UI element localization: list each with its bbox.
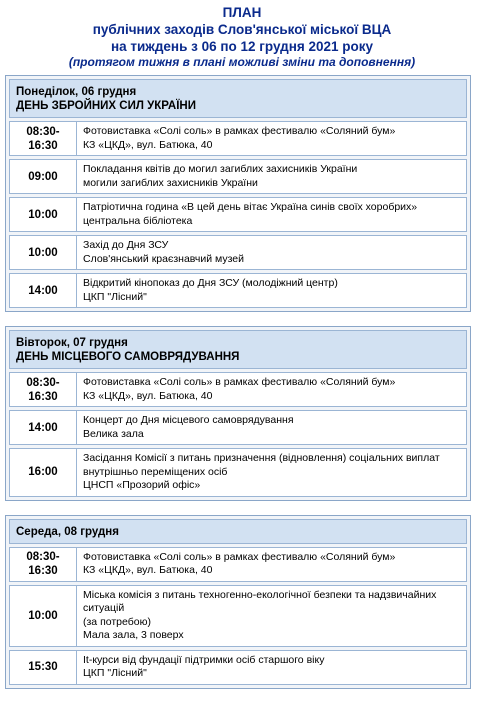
event-time: [10, 160, 77, 193]
event-description: [77, 160, 363, 193]
day-block: [5, 515, 471, 689]
event-description-line: Слов'янський краєзнавчий музей: [83, 252, 244, 265]
event-time-line: 10:00: [28, 609, 58, 622]
event-description: [77, 651, 330, 684]
event-time-line: 16:30: [28, 139, 58, 152]
plan-title: ПЛАН: [222, 5, 262, 20]
event-row: [9, 448, 467, 497]
event-description-line: КЗ «ЦКД», вул. Батюка, 40: [83, 564, 213, 576]
event-description-line: КЗ «ЦКД», вул. Батюка, 40: [83, 389, 213, 402]
day-header: [9, 519, 467, 544]
event-time: [10, 198, 77, 231]
event-description-line: (за потребою): [83, 615, 151, 628]
day-date: Понеділок, 06 грудня: [16, 86, 137, 98]
event-description-line: Мала зала, 3 поверх: [83, 629, 184, 641]
day-title: ДЕНЬ МІСЦЕВОГО САМОВРЯДУВАННЯ: [16, 351, 240, 363]
event-description-line: Фотовиставка «Солі соль» в рамках фестивалю «Соляний бум»: [83, 125, 396, 137]
event-description: [77, 548, 401, 581]
event-description-line: Концерт до Дня місцевого самоврядування: [83, 414, 294, 426]
event-description-line: центральна бібліотека: [83, 214, 193, 227]
event-time: [10, 274, 77, 307]
event-time-line: 08:30-: [26, 551, 60, 563]
event-time: [10, 122, 77, 155]
event-row: [9, 197, 467, 232]
schedule: [5, 75, 471, 703]
event-time-line: 08:30-: [26, 125, 60, 138]
event-description: [77, 411, 300, 444]
event-description-line: Велика зала: [83, 427, 144, 440]
event-description: [77, 198, 423, 231]
event-time-line: 14:00: [28, 284, 58, 297]
day-block: [5, 75, 471, 312]
plan-header: [0, 0, 484, 70]
day-date: Середа, 08 грудня: [16, 525, 119, 538]
event-description: [77, 236, 250, 269]
event-description-line: ЦКП "Лісний": [83, 290, 147, 303]
event-time-line: 10:00: [28, 208, 58, 221]
event-time-line: 08:30-: [26, 376, 60, 389]
event-description-line: внутрішньо переміщених осіб: [83, 465, 228, 478]
event-description-line: Захід до Дня ЗСУ: [83, 239, 169, 251]
day-block: [5, 326, 471, 501]
plan-subtitle: публічних заходів Слов'янської міської ВЦА: [92, 22, 392, 37]
event-description: [77, 449, 446, 496]
event-description-line: Відкритий кінопоказ до Дня ЗСУ (молодіжний центр): [83, 277, 338, 289]
event-description: [77, 373, 401, 406]
event-time-line: 16:00: [28, 466, 58, 479]
event-time-line: 15:30: [28, 661, 58, 673]
day-header: [9, 79, 467, 118]
day-header: [9, 330, 467, 369]
event-row: [9, 410, 467, 445]
event-time-line: 16:30: [28, 390, 58, 403]
day-date: Вівторок, 07 грудня: [16, 337, 128, 349]
event-description-line: It-курси від фундації підтримки осіб старшого віку: [83, 653, 325, 666]
event-time: [10, 586, 77, 646]
event-row: [9, 372, 467, 407]
event-description: [77, 586, 466, 646]
event-description-line: Засідання Комісії з питань призначення (відновлення) соціальних виплат: [83, 452, 440, 464]
event-description-line: Міська комісія з питань техногенно-екологічної безпеки та надзвичайних ситуацій: [83, 588, 437, 614]
event-description-line: Патріотична година «В цей день вітає Україна синів своїх хоробрих»: [83, 201, 418, 213]
event-row: [9, 121, 467, 156]
event-time-line: 10:00: [28, 246, 58, 259]
event-time: [10, 411, 77, 444]
plan-note: (протягом тижня в плані можливі зміни та доповнення): [68, 55, 416, 69]
event-description-line: ЦКП "Лісний": [83, 667, 147, 679]
event-time: [10, 651, 77, 684]
day-title: ДЕНЬ ЗБРОЙНИХ СИЛ УКРАЇНИ: [16, 100, 196, 112]
event-row: [9, 650, 467, 685]
event-description-line: КЗ «ЦКД», вул. Батюка, 40: [83, 138, 213, 151]
event-time: [10, 373, 77, 406]
event-row: [9, 547, 467, 582]
event-time: [10, 548, 77, 581]
event-time-line: 09:00: [28, 170, 58, 183]
event-description-line: ЦНСП «Прозорий офіс»: [83, 479, 201, 491]
event-description: [77, 274, 344, 307]
event-description-line: Фотовиставка «Солі соль» в рамках фестивалю «Соляний бум»: [83, 550, 396, 563]
event-time: [10, 449, 77, 496]
event-time: [10, 236, 77, 269]
event-row: [9, 235, 467, 270]
event-time-line: 16:30: [28, 565, 58, 577]
event-row: [9, 159, 467, 194]
event-time-line: 14:00: [28, 421, 58, 434]
event-row: [9, 273, 467, 308]
event-row: [9, 585, 467, 647]
event-description-line: Фотовиставка «Солі соль» в рамках фестивалю «Соляний бум»: [83, 376, 396, 388]
event-description-line: могили загиблих захисників України: [83, 176, 258, 189]
plan-period: на тиждень з 06 по 12 грудня 2021 року: [110, 39, 374, 54]
event-description-line: Покладання квітів до могил загиблих захисників України: [83, 163, 358, 175]
event-description: [77, 122, 401, 155]
